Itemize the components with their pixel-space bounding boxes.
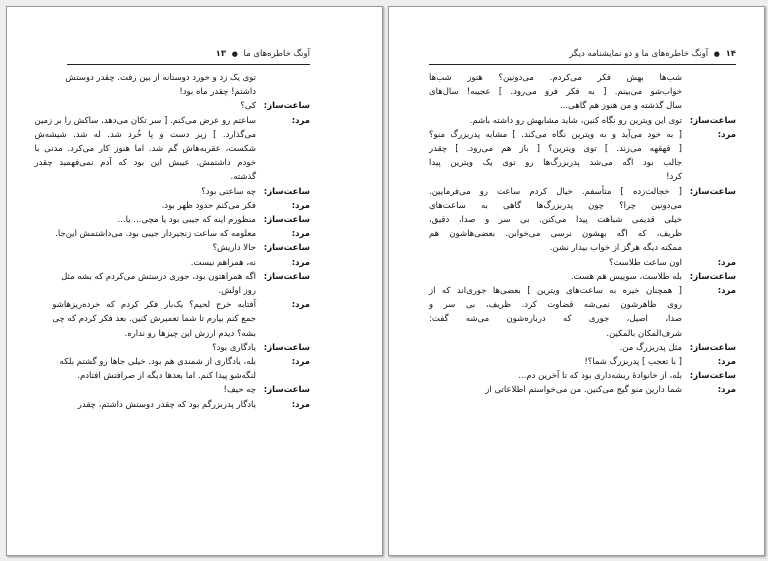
speaker-label: ساعت‌ساز: [263,186,310,197]
dialogue-text [429,128,682,185]
text-line: یادگار پدربزرگم بود که چقدر دوستش داشتم، چقدر [77,399,256,410]
page-number: ۱۳ [215,49,227,59]
speaker-label: مرد: [291,257,310,268]
dialogue-block [52,298,310,341]
dialogue-block [61,270,310,298]
dialogue-block [67,213,310,227]
dialogue-text [67,383,256,397]
dialogue-block [429,270,736,284]
speaker-label: ساعت‌ساز: [263,342,310,353]
speaker-label: مرد: [291,115,310,126]
text-line: بله، یادگاری از شمندی هم بود. خیلی جاها رو گشتم بلکه [59,357,256,368]
page-header [429,47,736,61]
speaker-label: ساعت‌ساز: [263,385,310,396]
text-line: توی این ویترین رو نگاه کنین، شاید مشابهش رو داشته باشم. [469,115,682,126]
header-bullet: ● [231,50,238,58]
dialogue-block [429,185,736,256]
text-line: شما دارین منو گیج می‌کنین. من می‌خواستم اطلاعاتی از [485,385,682,396]
speaker-label: مرد: [291,399,310,410]
speaker-label: مرد: [717,286,736,297]
speaker-label [682,71,736,114]
dialogue-text [61,270,256,298]
text-line: چه ساعتی بود؟ [201,186,256,197]
dialogue-block [429,369,736,383]
speaker-label: ساعت‌ساز: [689,342,736,353]
text-line: گذشته. [230,172,256,183]
text-line: آفتابه خرج لحیم؟ یک‌بار فکر کردم که خرده‌ریزهاشو [52,300,256,311]
dialogue-block [67,185,310,199]
header-title: آونگ خاطره‌های ما و دو نمایشنامه دیگر [569,49,709,59]
text-line: خودم داشتمش. عیبش این بود که آدم نمی‌فهمید چقدر [34,158,256,169]
text-line: روی ظاهرشون نمی‌شه قضاوت کرد. ظریف، بی سر و [429,300,682,311]
text-line: بشه؟ دیدم ارزش این چیزها رو نداره. [124,328,256,339]
text-line: [ همچنان خیره به ساعت‌های ویترین ] بعضی‌ها جوری‌اند که از [429,286,682,297]
text-line: صدا، اصیل، جوری که درباره‌شون می‌شه گفت: [429,314,682,325]
dialogue-block [67,99,310,113]
header-rule [67,64,310,65]
text-line: روز اولش. [218,286,256,297]
left-page [6,6,383,556]
speaker-label: ساعت‌ساز: [263,243,310,254]
text-line: منظورم اینه که جیبی بود یا مچی... یا... [117,215,256,226]
dialogue-block [429,114,736,128]
speaker-label: مرد: [291,200,310,211]
speaker-label: ساعت‌ساز: [263,271,310,282]
text-line: اگه همراهتون بود، جوری درستش می‌کردم که بشه مثل [61,271,256,282]
page-header [67,47,310,61]
text-line: بله طلاست، سوییس هم هست. [570,271,682,282]
dialogue-block [67,341,310,355]
text-line: ممکنه دیگه هرگز از خواب بیدار نشن. [549,243,682,254]
header-right-group [569,49,736,59]
text-line: سال گذشته و من هنوز هم گاهی... [560,101,682,112]
text-line: فکر می‌کنم حدود ظهر بود. [161,200,256,211]
text-line: داشتم! چقدر ماه بود! [179,87,256,98]
text-line: شب‌ها بهش فکر می‌کردم. می‌دونین؟ هنوز شب‌ها [429,73,682,83]
speaker-label: ساعت‌ساز: [263,215,310,226]
dialogue-text [429,369,682,383]
text-line: خواب‌شو می‌بینم. [ به فکر فرو می‌رود. ] عجیبه! سال‌های [429,87,682,98]
dialogue-text [60,355,256,383]
text-line: [ قهقهه می‌زند. ] توی ویترین؟ [ باز هم می‌رود. ] چقدر [429,144,682,155]
text-line: ظریف، که اگه بهشون نرسی می‌خوابن. بعضی‌هاشون هم [429,229,682,240]
header-left-group [216,49,310,59]
dialogue-block [67,256,310,270]
right-page-content [429,47,736,545]
speaker-label: مرد: [291,357,310,368]
speaker-label: مرد: [717,385,736,396]
dialogue-text [67,241,256,255]
dialogue-text [65,71,256,99]
speaker-label [256,71,310,99]
dialogue-block [34,114,310,185]
speaker-label: ساعت‌ساز: [689,371,736,382]
speaker-label: ساعت‌ساز: [689,115,736,126]
text-line: یادگاری بود؟ [212,342,256,353]
text-line: اون ساعت طلاست؟ [608,257,682,268]
dialogue-body [429,71,736,398]
dialogue-text [34,114,256,185]
dialogue-text [429,284,682,341]
text-line: جالب بود اگه می‌شد پدربزرگ‌ها رو توی یک ویترین پیدا [429,158,682,169]
speaker-label: ساعت‌ساز: [263,101,310,112]
text-line: می‌گذارد. ] زیر دست و پا خُرد شد. له شد. شیشه‌ش [34,129,256,140]
dialogue-block [429,355,736,369]
speaker-label: ساعت‌ساز: [689,186,736,197]
text-line: کی؟ [240,101,256,112]
text-line: می‌دونین چرا؟ چون پدربزرگ‌ها گاهی به ساعت‌های [429,200,682,211]
dialogue-text [67,398,256,412]
speaker-label: ساعت‌ساز: [689,271,736,282]
speaker-label: مرد: [291,300,310,311]
right-page [388,6,765,556]
dialogue-text [52,298,256,341]
text-line: شرف‌المکان بالمکین. [606,328,682,339]
dialogue-body [34,71,310,412]
speaker-label: مرد: [717,129,736,140]
dialogue-block [67,71,310,99]
dialogue-block [67,398,310,412]
dialogue-text [67,185,256,199]
dialogue-text [67,341,256,355]
dialogue-text [429,256,682,270]
dialogue-block [429,256,736,270]
speaker-label: مرد: [291,229,310,240]
text-line: نه، همراهم نیست. [190,257,256,268]
dialogue-block [67,241,310,255]
dialogue-text [67,213,256,227]
text-line: شکست، عقربه‌هاش گم شد. اما هنوز کار می‌کرد. مدتی با [34,144,256,155]
header-title: آونگ خاطره‌های ما [243,49,310,59]
dialogue-text [429,341,682,355]
dialogue-block [429,284,736,341]
speaker-label: مرد: [717,357,736,368]
header-rule [429,64,736,65]
dialogue-block [67,383,310,397]
text-line: [ با تعجب ] پدربزرگ شما؟! [584,357,682,368]
dialogue-text [429,114,682,128]
page-number: ۱۴ [725,49,736,59]
dialogue-text [67,99,256,113]
dialogue-text [429,270,682,284]
text-line: خیلی قدیمی شباهت پیدا می‌کنن. بی سر و صدا، دقیق، [429,215,682,226]
dialogue-text [429,185,682,256]
dialogue-block [59,355,310,383]
dialogue-block [55,227,310,241]
dialogue-text [67,199,256,213]
header-bullet: ● [713,50,720,58]
dialogue-text [67,256,256,270]
text-line: جمع کنم بیارم تا شما تعمیرش کنین. بعد فکر کردم که چی [52,314,256,325]
speaker-label: مرد: [717,257,736,268]
text-line: مثل پدربزرگ من. [619,342,682,353]
dialogue-block [429,383,736,397]
text-line: حالا داریش؟ [212,243,256,254]
dialogue-block [429,341,736,355]
dialogue-block [67,199,310,213]
text-line: چه حیف! [223,385,256,396]
text-line: [ خجالت‌زده ] متأسفم. خیال کردم ساعت رو می‌فرمایین. [429,186,682,197]
text-line: معلومه که ساعت زنجیردار جیبی بود. می‌داشتمش این‌جا. [55,229,256,240]
text-line: کرد! [666,172,682,183]
dialogue-block [429,71,736,114]
dialogue-text [429,383,682,397]
left-page-content [34,47,310,545]
text-line: بله، از خانوادهٔ ریشه‌داری بود که تا آخرین دم... [518,371,682,382]
dialogue-text [429,355,682,369]
text-line: لنگه‌شو پیدا کنم. اما بعدها دیگه از صرافتش افتادم. [77,371,256,382]
text-line: [ به خود می‌آید و به ویترین نگاه می‌کند. ] مشابه پدربزرگ منو؟ [429,129,682,140]
dialogue-text [55,227,256,241]
text-line: توی یک زد و خورد دوستانه از بین رفت. چقدر دوستش [65,73,256,83]
dialogue-text [429,71,682,114]
dialogue-block [429,128,736,185]
text-line: ساعتم رو عرض می‌کنم. [ سر تکان می‌دهد، ساکش را بر زمین [34,115,256,126]
